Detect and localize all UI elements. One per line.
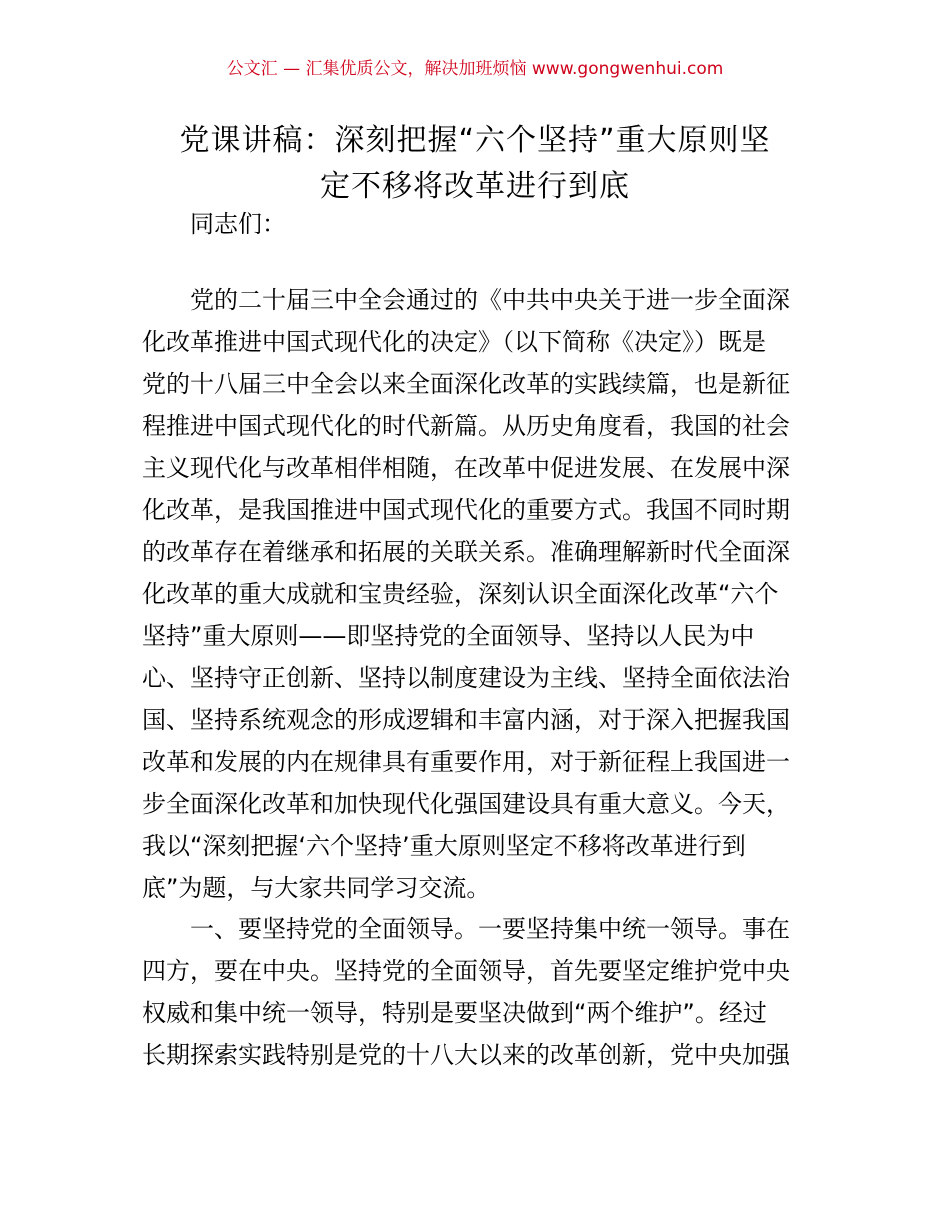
paragraph-line: 权威和集中统一领导，特别是要坚决做到“两个维护”。经过 xyxy=(142,999,767,1027)
paragraph-line: 步全面深化改革和加快现代化强国建设具有重大意义。今天， xyxy=(142,790,790,818)
paragraph-line: 党的十八届三中全会以来全面深化改革的实践续篇，也是新征 xyxy=(142,370,790,398)
paragraph-line: 主义现代化与改革相伴相随，在改革中促进发展、在发展中深 xyxy=(142,454,790,482)
header-banner: 公文汇 — 汇集优质公文，解决加班烦恼 www.gongwenhui.com xyxy=(226,59,724,79)
paragraph-line: 程推进中国式现代化的时代新篇。从历史角度看，我国的社会 xyxy=(142,412,790,440)
paragraph-line: 化改革，是我国推进中国式现代化的重要方式。我国不同时期 xyxy=(142,496,790,524)
paragraph-line: 坚持”重大原则——即坚持党的全面领导、坚持以人民为中 xyxy=(142,622,755,650)
paragraph-line: 长期探索实践特别是党的十八大以来的改革创新，党中央加强 xyxy=(142,1041,790,1069)
paragraph-line: 化改革的重大成就和宝贵经验，深刻认识全面深化改革“六个 xyxy=(142,580,779,608)
title-line: 定不移将改革进行到底 xyxy=(320,169,630,204)
paragraph-line: 改革和发展的内在规律具有重要作用，对于新征程上我国进一 xyxy=(142,748,790,776)
paragraph-line: 国、坚持系统观念的形成逻辑和丰富内涵，对于深入把握我国 xyxy=(142,706,790,734)
document-title xyxy=(120,118,830,210)
paragraph-line: 化改革推进中国式现代化的决定》（以下简称《决定》）既是 xyxy=(142,328,766,356)
paragraph-line: 心、坚持守正创新、坚持以制度建设为主线、坚持全面依法治 xyxy=(142,664,790,692)
paragraph-line: 党的二十届三中全会通过的《中共中央关于进一步全面深 xyxy=(190,286,790,314)
paragraph-section-one xyxy=(142,908,812,1076)
paragraph-intro xyxy=(142,279,812,909)
paragraph-line: 的改革存在着继承和拓展的关联关系。准确理解新时代全面深 xyxy=(142,538,790,566)
paragraph-line: 底”为题，与大家共同学习交流。 xyxy=(142,874,491,902)
title-line: 党课讲稿：深刻把握“六个坚持”重大原则坚 xyxy=(179,123,771,158)
paragraph-line: 四方，要在中央。坚持党的全面领导，首先要坚定维护党中央 xyxy=(142,957,790,985)
paragraph-line: 一、要坚持党的全面领导。一要坚持集中统一领导。事在 xyxy=(190,915,790,943)
paragraph-line: 我以“深刻把握‘六个坚持’重大原则坚定不移将改革进行到 xyxy=(142,832,746,860)
salutation xyxy=(142,203,812,245)
salutation-text: 同志们： xyxy=(190,210,286,238)
